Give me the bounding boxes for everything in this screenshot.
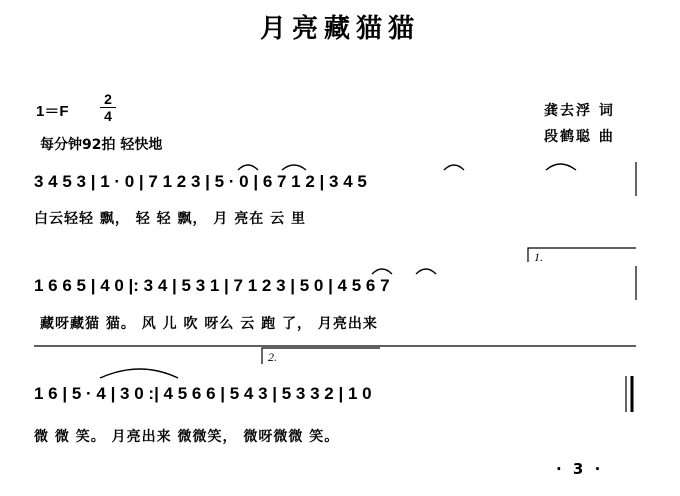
time-signature-bottom: 4 [104, 108, 112, 124]
slur-mark [416, 269, 436, 274]
slur-mark [282, 165, 306, 170]
slur-mark [238, 165, 258, 170]
lyricist-credit: 龚去浮 词 [544, 103, 615, 119]
key-signature: 1＝F [36, 103, 69, 120]
page-title: 月亮藏猫猫 [259, 14, 420, 44]
lyrics-row-3: 微 微 笑。 月亮出来 微微笑， 微呀微微 笑。 [34, 429, 340, 445]
volta-2-bracket [262, 348, 380, 364]
lyrics-row-1: 白云轻轻 飘， 轻 轻 飘， 月 亮在 云 里 [34, 211, 306, 227]
slur-mark [372, 269, 392, 274]
volta-2-label: 2. [268, 350, 277, 364]
time-signature-top: 2 [104, 91, 112, 107]
slur-mark [100, 369, 178, 378]
tempo-marking: 每分钟92拍 轻快地 [40, 137, 163, 153]
volta-1-bracket [528, 248, 636, 262]
lyrics-row-2: 藏呀藏猫 猫。 风 儿 吹 呀么 云 跑 了， 月亮出来 [40, 316, 378, 332]
notation-row-1: 3 4 5 3 | 1 · 0 | 7 1 2 3 | 5 · 0 | 6 7 1 2 | 3 4 5 [34, 172, 367, 191]
page-number: · 3 · [556, 460, 604, 478]
volta-1-label: 1. [534, 250, 543, 264]
composer-credit: 段鹤聪 曲 [544, 129, 615, 145]
slur-mark [444, 165, 464, 170]
slur-mark [546, 164, 576, 170]
notation-row-3: 1 6 | 5 · 4 | 3 0 :| 4 5 6 6 | 5 4 3 | 5 3 3 2 | 1 0 [34, 384, 372, 403]
notation-row-2: 1 6 6 5 | 4 0 |: 3 4 | 5 3 1 | 7 1 2 3 | 5 0 | 4 5 6 7 [34, 276, 390, 295]
